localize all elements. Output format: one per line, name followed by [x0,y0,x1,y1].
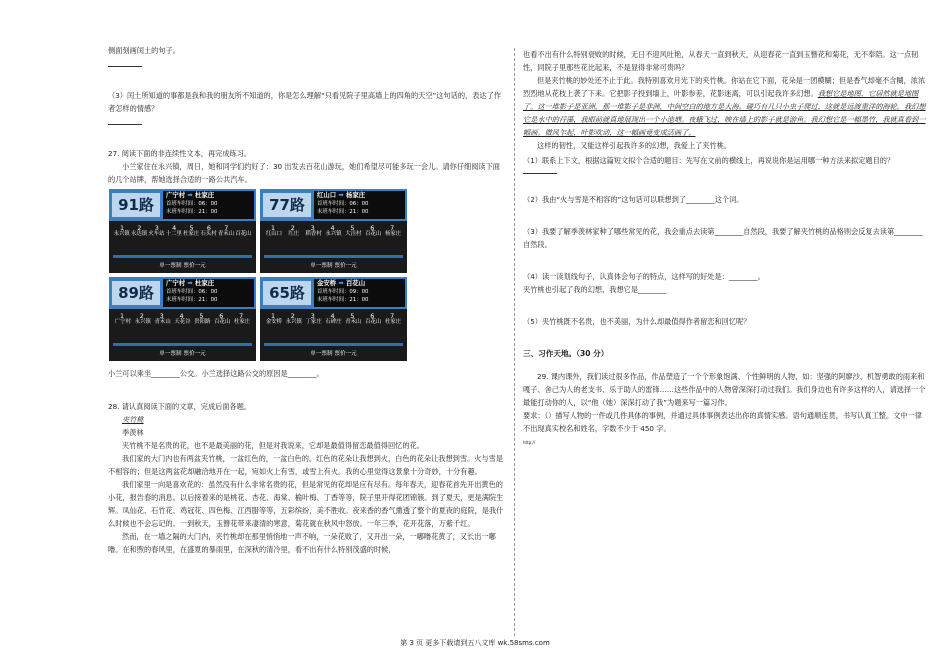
stop-number: 7 [390,312,395,320]
route-line [264,343,403,346]
section-3-heading: 三、习作天地。（30 分） [523,349,609,358]
bus-sign-card [109,277,256,361]
page-footer: 第 3 页 更多下载请到五八文库 wk.58sms.com [400,639,550,647]
tiny-link-text: http:// [523,440,536,445]
stop-number: 1 [119,224,125,232]
stop-name: 杜家庄 [183,231,200,237]
first-bus-time: 首班车时间：06：00 [317,200,369,207]
route-number: 89路 [112,281,160,305]
stop-numbers [109,310,256,319]
ticket-price: 单一票制 票价一元 [159,351,206,357]
stop-name: 石碑庄 [325,319,342,325]
stop-number: 6 [219,312,224,320]
route-number: 91路 [112,193,160,217]
first-bus-time: 首班车时间：06：00 [166,288,218,295]
arrow-right-icon: ➡ [338,191,344,199]
article-cont-1: 也看不出有什么特别衰败的时候，无日不迎风吐艳，从春天一直到秋天，从迎春花一直到玉簪花和菊花，无不奉陪。这一点韧性，同院子里那些花比起来，不是显得非常可贵吗？ [523,50,919,72]
question-28-title: 28. 请认真阅读下面的文章，完成后面各题。 [108,402,252,411]
route-to: 杨家庄 [346,191,366,199]
question-r2: （2）我由“火与雪是不相容的”这句话可以联想到了________这个词。 [523,195,744,204]
stop-number: 2 [139,312,144,320]
stop-name: 百花山 [214,319,231,325]
stop-name: 青禾山 [154,319,171,325]
bus-sign-card [260,189,407,273]
last-bus-time: 末班车时间：21：00 [166,209,218,216]
stop-number: 4 [330,312,335,320]
stop-names [109,231,256,255]
stop-number: 5 [350,224,355,232]
stop-name: 丁家庄 [305,319,322,325]
column-divider [514,48,515,636]
stop-name: 永兴镇 [325,231,342,237]
question-r3: （3）我要了解季羡林家种了哪些常见的花，我会重点去读第________自然段，我要了解夹竹桃的品格则会反复去读第________自然段。 [523,227,923,249]
last-bus-time: 末班车时间：21：00 [166,297,218,304]
arrow-right-icon: ➡ [187,191,193,199]
first-bus-time: 首班车时间：09：00 [317,288,369,295]
bus-signs [109,189,409,361]
stop-name: 百花山 [365,231,382,237]
question-r4a: （4）读一读划线句子，认真体会句子的特点，这样写的好处是：________。 [523,272,765,281]
stop-name: 大洼村 [345,231,362,237]
article-para-1: 夹竹桃不是名贵的花，也不是最美丽的花，但是对我说来，它却是最值得留恋最值得回忆的花。 [122,441,424,450]
article-cont-3: 这样的韧性，又能这样引起我许多的幻想，我爱上了夹竹桃。 [537,141,732,150]
stop-name: 石头村 [200,231,217,237]
stop-name: 青禾山 [345,319,362,325]
route-from: 广宁村 [166,279,186,287]
ticket-price: 单一票制 票价一元 [310,351,357,357]
stop-name: 百花山 [365,319,382,325]
first-bus-time: 首班车时间：06：00 [166,200,218,207]
bus-sign-card [260,277,407,361]
stop-number: 5 [350,312,355,320]
stop-number: 7 [239,312,244,320]
route-endpoints [317,279,405,288]
stop-number: 1 [270,224,276,232]
route-line [113,343,252,346]
route-info [163,279,254,307]
arrow-right-icon: ➡ [338,279,344,287]
stop-number: 1 [270,312,276,320]
route-line [264,255,403,258]
question-r4b: 夹竹桃也引起了我的幻想，我想它是________ [523,285,667,294]
stop-number: 3 [310,224,315,232]
stop-name: 百花山 [235,231,252,237]
question-r1: （1）联系上下文，根据这篇短文拟个合适的题目：先写在文前的横线上，再说说你是运用哪一种方法来拟定题目的？ [523,156,895,165]
stop-name: 红山口 [265,231,283,237]
stop-name: 杨家庄 [384,231,402,237]
stop-number: 5 [189,224,194,232]
question-3: （3）闰土所知道的事都是我和我的朋友所不知道的，你是怎么理解“只看见院子里高墙上的四角的天空”这句话的，表达了作者怎样的情感？ [108,91,501,113]
stop-name: 杜家庄 [233,319,251,325]
stop-name: 永兴镇 [134,319,151,325]
stop-name: 天花谷 [174,319,191,325]
stop-number: 5 [199,312,204,320]
stop-number: 3 [310,312,315,320]
article-para-2: 我们家的大门内也有两盆夹竹桃，一盆红色的，一盆白色的。红色的花朵让我想到火，白色的花朵让我想到雪。火与雪是不相容的；但是这两盆花却融洽地开在一起，宛如火上有雪，或雪上有火。我的心里觉得这景象十分奇妙，十分有趣。 [108,454,503,476]
stop-name: 永兴镇 [113,231,130,237]
question-29: 29. 课内课外，我们读过很多作品，作品塑造了一个个形象饱满、个性鲜明的人物，如：坚强的阿廖沙、机智勇敢的雨来和嘎子、舍己为人的老支书、乐于助人的雷锋……这些作品中的人物曾深深打动过我们。我们身边也有许多这样的人，请选择一个最能打动你的人，以“他（她）深深打动了我”为题来写一篇习作。 [523,372,926,407]
article-para-4: 然而，在一墙之隔的大门内，夹竹桃却在那里悄悄地一声不响，一朵花败了，又开出一朵，一嘟噜花黄了，又长出一嘟噜。在和煦的春风里，在盛夏的暴雨里，在深秋的清冷里，看不出有什么特别茂盛的时候， [108,532,496,554]
stop-numbers [260,222,407,231]
right-column [523,0,927,447]
stop-name: 杜家庄 [384,319,402,325]
stop-number: 3 [159,312,164,320]
underlined-sentence: 我想它是地图，它居然就是地图了。这一堆影子是亚洲，那一堆影子是非洲，中间空白的地方是大海。碰巧有几只小虫子爬过，这就是远渡重洋的海轮。我幻想它是水中的荇藻，我眼前就真地展现出一个小池塘。夜蛾飞过，映在墙上的影子就是游鱼。我幻想它是一幅墨竹，我就真看到一幅画。微风乍起，叶影吹动，这一幅画竟变成活画了。 [523,89,926,137]
route-to: 杜家庄 [195,279,215,287]
article-title-text: 夹竹桃 [122,415,144,424]
article-cont-2-plain: 但是夹竹桃的妙处还不止于此。我特别喜欢月光下的夹竹桃。你站在它下面，花朵是一团模糊；但是香气却毫不含糊，浓浓烈烈地从花枝上袭了下来。它把影子投到墙上，叶影参差，花影迷离，可以引起我许多幻想。 [523,76,926,98]
bus-sign-card [109,189,256,273]
stop-number: 3 [154,224,159,232]
stop-name: 永兴镇 [285,319,302,325]
article-para-3: 我们家里一向是喜欢花的：虽然没有什么非常名贵的花，但是常见的花却是应有尽有。每年春天，迎春花首先开出黄色的小花，报告春的消息。以后接着来的是桃花、杏花、海棠、榆叶梅、丁香等等，院子里开得花团锦簇。到了夏天，更是满院生辉。凤仙花、石竹花、鸡冠花、四色梅、江西腊等等，五彩缤纷，美不胜收。夜来香的香气熏透了整个的夏夜的庭院，是我什么时候也不会忘记的。一到秋天，玉簪花带来凄清的寒意，菊花就在秋风中怒放。一年三季，花开花落，万紫千红。 [108,480,504,528]
arrow-right-icon: ➡ [187,279,193,287]
stop-name: 广宁村 [114,319,132,325]
article-cont-2 [523,74,927,139]
question-r5: （5）夹竹桃既不名贵，也不美丽，为什么却最值得作者留恋和回忆呢？ [523,317,751,326]
text-p1: 侧面刻画闰土的句子。 [108,46,180,55]
last-bus-time: 末班车时间：21：00 [317,209,369,216]
last-bus-time: 末班车时间：21：00 [317,297,369,304]
stop-name: 红庄 [288,231,300,237]
route-endpoints [317,191,405,200]
article-author: 季羡林 [122,428,144,437]
answer-line [108,60,142,67]
stop-number: 7 [390,224,395,232]
stop-name: 青禾山 [217,231,235,237]
route-number: 77路 [263,193,311,217]
stop-name: 永达镇 [130,231,148,237]
stop-name: 金安桥 [265,319,283,325]
stop-number: 2 [137,224,142,232]
stop-name: 火车站 [148,231,165,237]
stop-number: 6 [370,224,375,232]
stop-number: 4 [172,224,177,232]
stop-name: 贵阳路 [194,319,211,325]
stop-number: 6 [206,224,211,232]
route-info [314,191,405,219]
route-info [314,279,405,307]
stop-number: 6 [370,312,375,320]
question-27-intro: 小兰家住在永兴镇，周日，她和同学们约好了：30 出发去百花山游玩，她们希望尽可能多玩一会儿。请你仔细阅读下面的几个站牌，帮她选择合适的一路公共汽车。 [108,162,500,184]
answer-line [108,118,142,125]
stop-number: 4 [330,224,335,232]
route-endpoints [166,279,254,288]
stop-number: 1 [119,312,125,320]
route-from: 红山口 [317,191,337,199]
stop-numbers [109,222,256,231]
route-line [113,255,252,258]
stop-name: 十二里 [165,231,182,237]
route-from: 广宁村 [166,191,186,199]
stop-number: 2 [290,312,295,320]
question-27-answer: 小兰可以乘坐________公交。小兰选择这路公交的原因是________。 [108,369,324,378]
route-to: 百花山 [346,279,366,287]
ticket-price: 单一票制 票价一元 [310,263,357,269]
route-number: 65路 [263,281,311,305]
stop-number: 7 [224,224,229,232]
route-from: 金安桥 [317,279,337,287]
article-title [108,413,506,426]
route-info [163,191,254,219]
stop-names [260,319,407,343]
stop-name: 稻香村 [305,231,322,237]
stop-names [109,319,256,343]
route-endpoints [166,191,254,200]
stop-number: 4 [179,312,184,320]
stop-number: 2 [290,224,295,232]
question-29-requirements: 要求：（）描写人物的一件或几件具体的事例，并通过具体事例表达出你的真情实感。语句通顺连贯，书写认真工整。文中一律不出现真实校名和姓名，字数不少于 450 字。 [523,411,922,433]
route-to: 杜家庄 [195,191,215,199]
left-column [108,0,506,556]
stop-names [260,231,407,255]
ticket-price: 单一票制 票价一元 [159,263,206,269]
question-27-title: 27. 阅读下面的非连续性文本，再完成练习。 [108,149,252,158]
answer-line [523,167,557,174]
stop-numbers [260,310,407,319]
